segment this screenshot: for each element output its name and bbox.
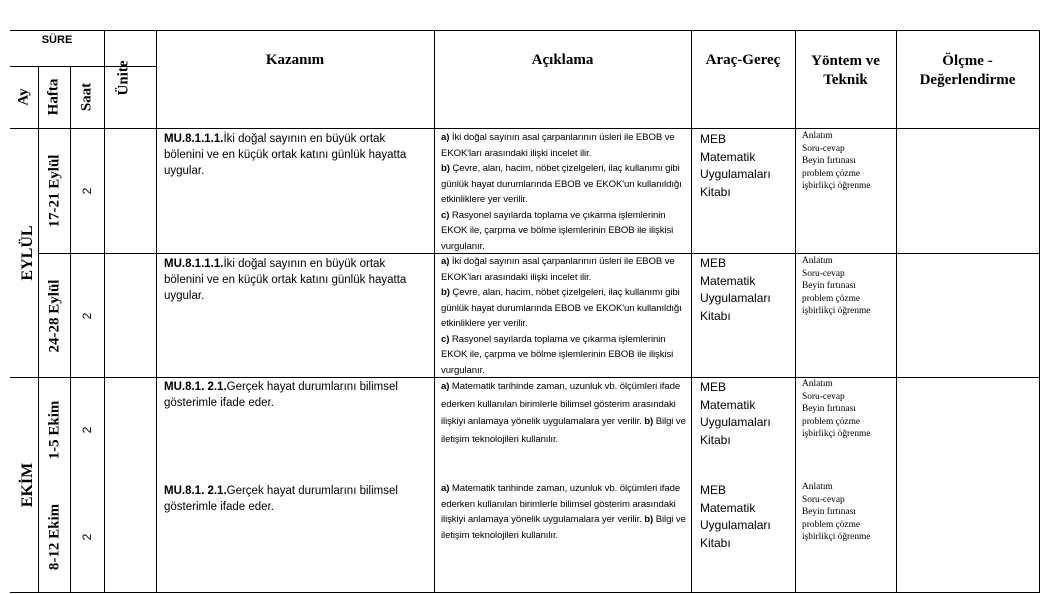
yontem-line: Soru-cevap [802, 494, 845, 505]
header-arac-gerec: Araç-Gereç [705, 52, 781, 68]
kazanim-cell [164, 256, 428, 304]
table-line [1039, 30, 1040, 592]
kazanim-text: İki doğal sayının en büyük ortak bölenini ve en küçük ortak katını günlük hayatta uygular. [164, 258, 407, 302]
yontem-cell [802, 255, 894, 318]
yontem-line: Anlatım [802, 256, 833, 266]
yontem-line: işbirlikçi öğrenme [802, 429, 871, 439]
arac-cell [700, 482, 792, 552]
week-label: 8-12 Ekim [46, 503, 63, 571]
aciklama-cell [441, 130, 687, 254]
table-line [10, 66, 156, 67]
header-kazanim: Kazanım [265, 52, 325, 68]
yontem-line: problem çözme [802, 416, 861, 427]
table-line [10, 592, 1040, 593]
month-eylul: EYLÜL [19, 225, 36, 281]
table-line [156, 30, 157, 592]
aciklama-tag: c) [441, 333, 450, 345]
arac-line: Uygulamaları [700, 518, 771, 532]
header-unite: Ünite [115, 60, 132, 96]
arac-line: Uygulamaları [700, 167, 771, 181]
aciklama-tag: b) [441, 163, 450, 174]
arac-line: Matematik [700, 149, 756, 164]
aciklama-text: Matematik tarihinde zaman, uzunluk vb. ölçümleri ifade ederken kullanılan birimlerle bilimsel gösterim arasındaki ilişkiyi anlamaya yönelik uygulamalara yer verilir. [441, 381, 681, 427]
aciklama-text: Çevre, alan, hacim, nöbet çizelgeleri, ilaç kullanımı gibi günlük hayat durumlarında EBOB ve EKOK'un kullanıldığı etkinliklere yer verilir. [441, 163, 682, 205]
arac-line: Matematik [700, 397, 756, 412]
header-yontem-line2: Teknik [823, 72, 868, 88]
table-line [10, 30, 1040, 31]
header-sure: SÜRE [41, 34, 73, 46]
kazanim-cell [164, 483, 428, 515]
yontem-line: problem çözme [802, 168, 861, 179]
header-yontem-line1: Yöntem ve [811, 53, 880, 69]
month-ekim: EKİM [19, 462, 36, 508]
table-line [10, 128, 1040, 129]
arac-line: MEB [700, 256, 727, 270]
kazanim-text: Gerçek hayat durumlarını bilimsel gösterimle ifade eder. [164, 485, 398, 513]
table-line [691, 30, 692, 592]
yontem-line: işbirlikçi öğrenme [802, 306, 871, 316]
arac-line: Kitabı [700, 535, 731, 550]
arac-line: Uygulamaları [700, 291, 771, 305]
kazanim-code: MU.8.1. 2.1. [164, 381, 227, 393]
kazanim-code: MU.8.1.1.1. [164, 133, 224, 145]
yontem-line: Beyin fırtınası [802, 404, 856, 414]
header-yontem [795, 52, 896, 90]
hours-value: 2 [80, 426, 94, 434]
arac-cell [700, 131, 792, 201]
aciklama-text: Çevre, alan, hacim, nöbet çizelgeleri, ilaç kullanımı gibi günlük hayat durumlarında EBOB ve EKOK'un kullanıldığı etkinliklere yer verilir. [441, 287, 682, 329]
aciklama-tag: b) [644, 416, 654, 427]
week-label: 24-28 Eylül [46, 279, 63, 353]
yontem-line: Anlatım [802, 131, 833, 141]
aciklama-tag: c) [441, 209, 450, 221]
header-aciklama: Açıklama [531, 52, 594, 68]
kazanim-text: Gerçek hayat durumlarını bilimsel gösterimle ifade eder. [164, 381, 398, 409]
table-line [38, 66, 39, 592]
yontem-line: Beyin fırtınası [802, 156, 856, 166]
table-line [434, 30, 435, 592]
aciklama-tag: a) [441, 132, 450, 143]
yontem-line: işbirlikçi öğrenme [802, 532, 871, 542]
table-line [795, 30, 796, 592]
yontem-line: Beyin fırtınası [802, 507, 856, 517]
arac-cell [700, 255, 792, 325]
aciklama-tag: b) [644, 514, 654, 525]
aciklama-cell [441, 378, 687, 448]
aciklama-text: Rasyonel sayılarda toplama ve çıkarma işlemlerinin EKOK ile, çarpma ve bölme işlemlerinin EBOB ile ilişkisi vurgulanır. [441, 209, 674, 252]
kazanim-code: MU.8.1.1.1. [164, 258, 224, 270]
arac-line: Kitabı [700, 184, 731, 199]
arac-line: Matematik [700, 273, 756, 288]
yontem-line: Soru-cevap [802, 143, 845, 154]
arac-line: Matematik [700, 500, 756, 515]
aciklama-tag: b) [441, 287, 450, 298]
arac-line: MEB [700, 380, 727, 394]
header-hafta: Hafta [45, 78, 62, 116]
aciklama-text: İki doğal sayının asal çarpanlarının üsleri ile EBOB ve EKOK'ları arasındaki ilişki incelet ilir. [441, 132, 675, 159]
arac-cell [700, 379, 792, 449]
yontem-line: Beyin fırtınası [802, 281, 856, 291]
aciklama-cell [441, 481, 687, 543]
yontem-line: Soru-cevap [802, 391, 845, 402]
kazanim-cell [164, 131, 428, 179]
yontem-line: Anlatım [802, 482, 833, 492]
arac-line: Kitabı [700, 308, 731, 323]
header-olcme [896, 52, 1039, 90]
kazanim-text: İki doğal sayının en büyük ortak bölenini ve en küçük ortak katını günlük hayatta uygular. [164, 133, 407, 177]
yontem-line: problem çözme [802, 519, 861, 530]
table-line [70, 66, 71, 592]
hours-value: 2 [80, 533, 94, 541]
yontem-line: Anlatım [802, 379, 833, 389]
header-olcme-line1: Ölçme - [942, 53, 993, 69]
yontem-line: Soru-cevap [802, 268, 845, 279]
week-label: 17-21 Eylül [46, 154, 63, 228]
arac-line: Kitabı [700, 432, 731, 447]
yontem-line: işbirlikçi öğrenme [802, 181, 871, 191]
week-label: 1-5 Ekim [46, 400, 63, 460]
aciklama-text: Rasyonel sayılarda toplama ve çıkarma işlemlerinin EKOK ile, çarpma ve bölme işlemlerinin EBOB ile ilişkisi vurgulanır. [441, 333, 674, 376]
aciklama-text: Matematik tarihinde zaman, uzunluk vb. ölçümleri ifade ederken kullanılan birimlerle bilimsel gösterim arasındaki ilişkiyi anlamaya yönelik uygulamalara yer verilir. [441, 483, 681, 525]
aciklama-tag: a) [441, 381, 450, 392]
yontem-line: problem çözme [802, 293, 861, 304]
arac-line: MEB [700, 132, 727, 146]
yontem-cell [802, 481, 894, 544]
kazanim-code: MU.8.1. 2.1. [164, 485, 227, 497]
header-ay: Ay [15, 88, 32, 106]
table-line [896, 30, 897, 592]
header-olcme-line2: Değerlendirme [919, 72, 1016, 88]
hours-value: 2 [80, 312, 94, 320]
kazanim-cell [164, 379, 428, 411]
aciklama-text: Bilgi ve iletişim teknolojileri kullanılır. [441, 514, 686, 541]
aciklama-tag: a) [441, 483, 450, 494]
yontem-cell [802, 378, 894, 441]
arac-line: Uygulamaları [700, 415, 771, 429]
table-line [104, 30, 105, 592]
header-saat: Saat [78, 82, 95, 112]
aciklama-cell [441, 254, 687, 378]
aciklama-text: İki doğal sayının asal çarpanlarının üsleri ile EBOB ve EKOK'ları arasındaki ilişki incelet ilir. [441, 256, 675, 283]
aciklama-tag: a) [441, 256, 450, 267]
aciklama-text: Bilgi ve iletişim teknolojileri kullanılır. [441, 416, 686, 445]
hours-value: 2 [80, 187, 94, 195]
arac-line: MEB [700, 483, 727, 497]
yontem-cell [802, 130, 894, 193]
